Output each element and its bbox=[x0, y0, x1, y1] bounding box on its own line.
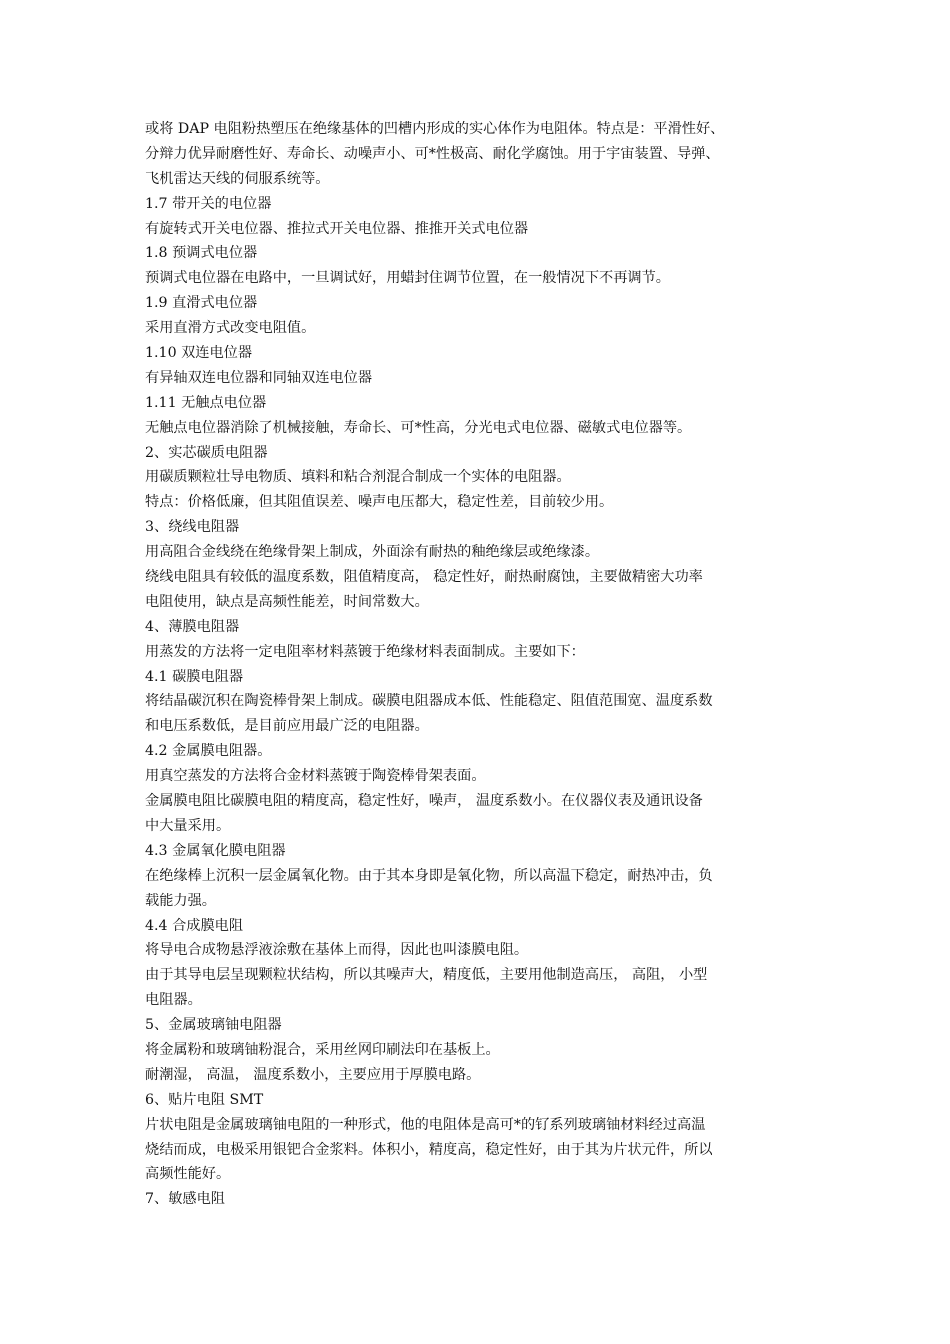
text-line: 烧结而成，电极采用银钯合金浆料。体积小，精度高，稳定性好，由于其为片状元件，所以 bbox=[145, 1141, 713, 1158]
text-line: 绕线电阻具有较低的温度系数，阻值精度高， 稳定性好，耐热耐腐蚀，主要做精密大功率 bbox=[145, 569, 703, 586]
text-line: 电阻使用，缺点是高频性能差，时间常数大。 bbox=[145, 593, 429, 610]
text-line: 5、金属玻璃铀电阻器 bbox=[145, 1017, 282, 1034]
text-line: 1.10 双连电位器 bbox=[145, 345, 253, 362]
text-line: 有异轴双连电位器和同轴双连电位器 bbox=[145, 369, 373, 386]
text-line: 无触点电位器消除了机械接触，寿命长、可*性高，分光电式电位器、磁敏式电位器等。 bbox=[145, 419, 692, 436]
text-line: 4.2 金属膜电阻器。 bbox=[145, 743, 272, 760]
text-line: 或将 DAP 电阻粉热塑压在绝缘基体的凹槽内形成的实心体作为电阻体。特点是：平滑性好、 bbox=[145, 121, 725, 137]
text-line: 1.9 直滑式电位器 bbox=[145, 295, 258, 312]
text-line: 飞机雷达天线的伺服系统等。 bbox=[145, 170, 330, 187]
text-line: 片状电阻是金属玻璃铀电阻的一种形式，他的电阻体是高可*的钌系列玻璃铀材料经过高温 bbox=[145, 1116, 706, 1133]
text-line: 4.4 合成膜电阻 bbox=[145, 917, 244, 934]
text-line: 将结晶碳沉积在陶瓷棒骨架上制成。碳膜电阻器成本低、性能稳定、阻值范围宽、温度系数 bbox=[145, 693, 713, 710]
text-line: 将金属粉和玻璃铀粉混合，采用丝网印刷法印在基板上。 bbox=[145, 1041, 500, 1058]
text-line: 和电压系数低，是目前应用最广泛的电阻器。 bbox=[145, 718, 429, 735]
text-line: 用高阻合金线绕在绝缘骨架上制成，外面涂有耐热的釉绝缘层或绝缘漆。 bbox=[145, 544, 600, 561]
text-line: 1.11 无触点电位器 bbox=[145, 394, 267, 411]
text-line: 预调式电位器在电路中，一旦调试好，用蜡封住调节位置，在一般情况下不再调节。 bbox=[145, 270, 670, 287]
text-line: 1.7 带开关的电位器 bbox=[145, 195, 272, 212]
text-line: 将导电合成物悬浮液涂敷在基体上而得，因此也叫漆膜电阻。 bbox=[145, 942, 529, 959]
text-line: 有旋转式开关电位器、推拉式开关电位器、推推开关式电位器 bbox=[145, 220, 529, 237]
text-line: 用碳质颗粒壮导电物质、填料和粘合剂混合制成一个实体的电阻器。 bbox=[145, 469, 571, 486]
text-line: 4.1 碳膜电阻器 bbox=[145, 668, 244, 685]
text-line: 用蒸发的方法将一定电阻率材料蒸镀于绝缘材料表面制成。主要如下： bbox=[145, 643, 585, 660]
text-line: 6、贴片电阻 SMT bbox=[145, 1091, 264, 1108]
text-line: 4.3 金属氧化膜电阻器 bbox=[145, 842, 286, 859]
text-line: 4、薄膜电阻器 bbox=[145, 618, 240, 635]
text-line: 金属膜电阻比碳膜电阻的精度高，稳定性好，噪声， 温度系数小。在仪器仪表及通讯设备 bbox=[145, 793, 703, 810]
text-line: 在绝缘棒上沉积一层金属氧化物。由于其本身即是氧化物，所以高温下稳定，耐热冲击，负 bbox=[145, 867, 713, 884]
text-line: 中大量采用。 bbox=[145, 817, 231, 834]
text-line: 耐潮湿， 高温， 温度系数小，主要应用于厚膜电路。 bbox=[145, 1066, 481, 1083]
text-line: 分辩力优异耐磨性好、寿命长、动噪声小、可*性极高、耐化学腐蚀。用于宇宙装置、导弹、 bbox=[145, 145, 720, 162]
text-line: 电阻器。 bbox=[145, 992, 202, 1009]
text-line: 采用直滑方式改变电阻值。 bbox=[145, 320, 316, 337]
text-line: 高频性能好。 bbox=[145, 1166, 231, 1183]
text-line: 3、绕线电阻器 bbox=[145, 519, 240, 536]
text-line: 用真空蒸发的方法将合金材料蒸镀于陶瓷棒骨架表面。 bbox=[145, 768, 486, 785]
document-body bbox=[145, 117, 810, 1212]
text-line: 载能力强。 bbox=[145, 892, 216, 909]
text-line: 2、实芯碳质电阻器 bbox=[145, 444, 268, 461]
text-line: 由于其导电层呈现颗粒状结构，所以其噪声大，精度低，主要用他制造高压， 高阻， 小型 bbox=[145, 967, 708, 984]
text-line: 特点：价格低廉，但其阻值误差、噪声电压都大，稳定性差，目前较少用。 bbox=[145, 494, 614, 511]
text-line: 1.8 预调式电位器 bbox=[145, 245, 258, 262]
text-line: 7、敏感电阻 bbox=[145, 1191, 225, 1208]
